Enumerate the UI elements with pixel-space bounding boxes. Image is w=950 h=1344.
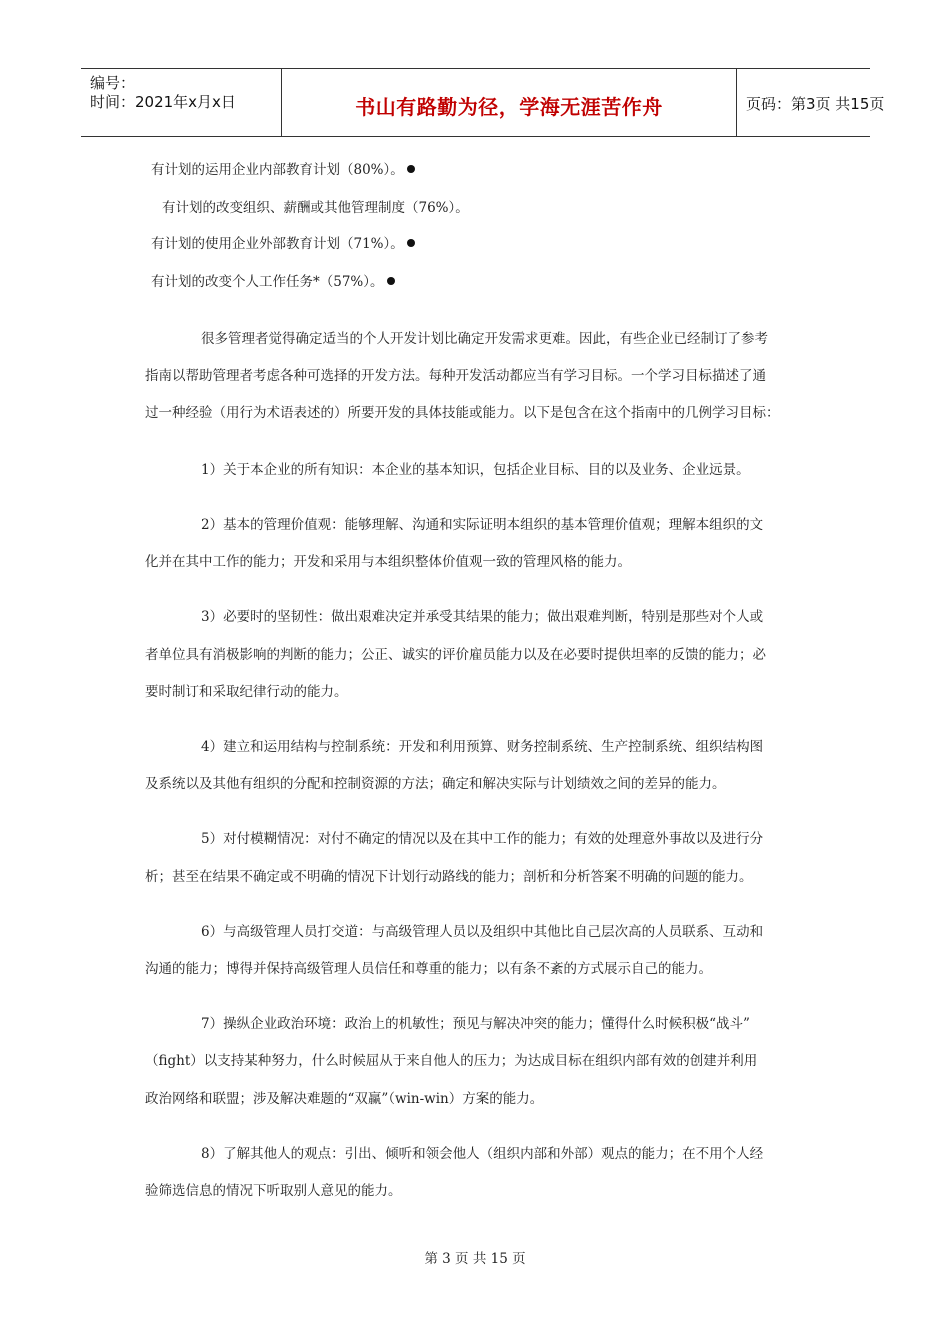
paragraph-line: 很多管理者觉得确定适当的个人开发计划比确定开发需求更难。因此，有些企业已经制订了参考 xyxy=(201,331,768,347)
bullet-text: 有计划的使用企业外部教育计划（71%）。 xyxy=(151,236,404,252)
paragraph-line: 要时制订和采取纪律行动的能力。 xyxy=(145,684,348,700)
bullet-dot-icon xyxy=(407,239,415,247)
bullet-dot-icon xyxy=(387,277,395,285)
number-label: 编号： xyxy=(90,74,136,92)
paragraph-line: 3）必要时的坚韧性：做出艰难决定并承受其结果的能力；做出艰难判断，特别是那些对个人或 xyxy=(201,609,764,625)
paragraph-line: （fight）以支持某种努力，什么时候屈从于来自他人的压力；为达成目标在组织内部有效的创建并利用 xyxy=(145,1053,758,1069)
document-header xyxy=(81,68,885,137)
header-right-cell xyxy=(736,69,885,136)
header-left-cell xyxy=(81,69,281,136)
bullet-text: 有计划的运用企业内部教育计划（80%）。 xyxy=(151,162,404,178)
paragraph-line: 5）对付模糊情况：对付不确定的情况以及在其中工作的能力；有效的处理意外事故以及进行分 xyxy=(201,831,764,847)
header-motto-cell xyxy=(281,69,737,136)
paragraph-line: 沟通的能力；博得并保持高级管理人员信任和尊重的能力；以有条不紊的方式展示自己的能力。 xyxy=(145,961,712,977)
bullet-text: 有计划的改变组织、薪酬或其他管理制度（76%）。 xyxy=(162,200,469,216)
motto: 书山有路勤为径，学海无涯苦作舟 xyxy=(355,95,663,119)
paragraph-line: 8）了解其他人的观点：引出、倾听和领会他人（组织内部和外部）观点的能力；在不用个人经 xyxy=(201,1146,764,1162)
paragraph-line: 1）关于本企业的所有知识：本企业的基本知识，包括企业目标、目的以及业务、企业远景。 xyxy=(201,462,750,478)
bullet-text: 有计划的改变个人工作任务*（57%）。 xyxy=(151,274,384,290)
paragraph-line: 化并在其中工作的能力；开发和采用与本组织整体价值观一致的管理风格的能力。 xyxy=(145,554,631,570)
bullet-item xyxy=(162,198,469,218)
paragraph-line: 过一种经验（用行为术语表述的）所要开发的具体技能或能力。以下是包含在这个指南中的几例学习目标： xyxy=(145,405,780,421)
bullet-item xyxy=(151,234,415,254)
bullet-item xyxy=(151,160,415,180)
page-code: 页码：第3页 共15页 xyxy=(746,95,885,113)
paragraph-line: 2）基本的管理价值观：能够理解、沟通和实际证明本组织的基本管理价值观；理解本组织的文 xyxy=(201,517,764,533)
paragraph-line: 政治网络和联盟；涉及解决难题的“双赢”（win-win）方案的能力。 xyxy=(145,1091,544,1107)
paragraph-line: 者单位具有消极影响的判断的能力；公正、诚实的评价雇员能力以及在必要时提供坦率的反馈的能力；必 xyxy=(145,647,766,663)
paragraph-line: 析；甚至在结果不确定或不明确的情况下计划行动路线的能力；剖析和分析答案不明确的问题的能力。 xyxy=(145,869,753,885)
paragraph-line: 及系统以及其他有组织的分配和控制资源的方法；确定和解决实际与计划绩效之间的差异的能力。 xyxy=(145,776,726,792)
bullet-item xyxy=(151,272,395,292)
paragraph-line: 6）与高级管理人员打交道：与高级管理人员以及组织中其他比自己层次高的人员联系、互动和 xyxy=(201,924,764,940)
paragraph-line: 4）建立和运用结构与控制系统：开发和利用预算、财务控制系统、生产控制系统、组织结构图 xyxy=(201,739,764,755)
paragraph-line: 7）操纵企业政治环境：政治上的机敏性；预见与解决冲突的能力；懂得什么时候积极“战斗” xyxy=(201,1016,750,1032)
paragraph-line: 指南以帮助管理者考虑各种可选择的开发方法。每种开发活动都应当有学习目标。一个学习目标描述了通 xyxy=(145,368,766,384)
bullet-dot-icon xyxy=(407,165,415,173)
paragraph-line: 验筛选信息的情况下听取别人意见的能力。 xyxy=(145,1183,402,1199)
page-footer: 第 3 页 共 15 页 xyxy=(424,1251,526,1267)
date-label: 时间：2021年x月x日 xyxy=(90,93,236,111)
